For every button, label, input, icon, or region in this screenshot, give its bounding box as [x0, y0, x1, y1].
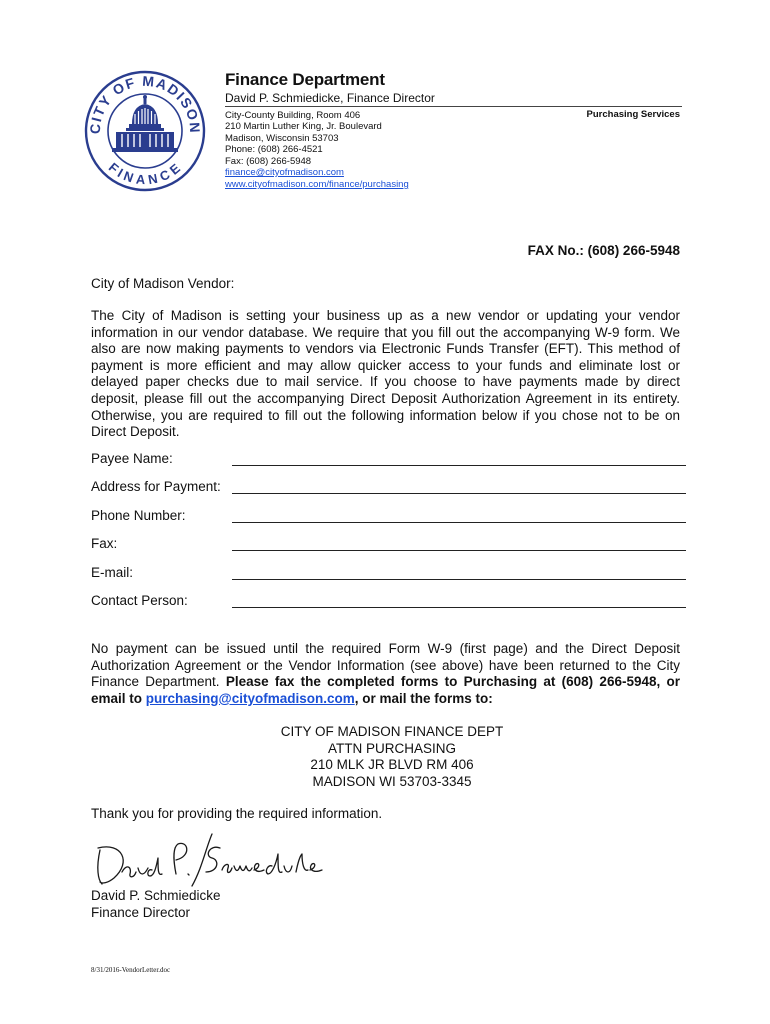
- closing-line: Thank you for providing the required information.: [91, 806, 383, 821]
- director-line: David P. Schmiedicke, Finance Director: [225, 91, 435, 105]
- city-seal-logo: [84, 70, 206, 192]
- submission-notice: [91, 641, 680, 707]
- payment-address-field[interactable]: [232, 493, 686, 494]
- email-label: E-mail:: [91, 565, 134, 580]
- contact-person-field[interactable]: [232, 607, 686, 608]
- notice-instructions: Please fax the completed forms to Purchasing at (608) 266-5948, or email to: [91, 674, 680, 706]
- signer-name: David P. Schmiedicke: [91, 888, 221, 903]
- intro-paragraph: The City of Madison is setting your business up as a new vendor or updating your vendor information in our vendor database. We require that you fill out the accompanying W-9 form. We also are now making payments to vendors via Electronic Funds Transfer (EFT). This method of payment is more efficient and may allow quicker access to your funds and eliminate lost or delayed paper checks due to mail service. If you choose to have payments made by direct deposit, please fill out the accompanying Direct Deposit Authorization Agreement in its entirety. Otherwise, you are required to fill out the following information below if you chose not to be on Direct Deposit.: [91, 308, 680, 440]
- payment-address-label: Address for Payment:: [91, 479, 221, 494]
- header-divider: [225, 106, 682, 107]
- phone-number-field[interactable]: [232, 522, 686, 523]
- division-label: Purchasing Services: [586, 109, 680, 120]
- address-line: City-County Building, Room 406: [225, 110, 361, 121]
- address-line: 210 Martin Luther King, Jr. Boulevard: [225, 121, 382, 132]
- finance-email-link[interactable]: finance@cityofmadison.com: [225, 167, 344, 178]
- mailing-address-line: 210 MLK JR BLVD RM 406: [310, 757, 474, 773]
- salutation: City of Madison Vendor:: [91, 276, 235, 291]
- notice-text: No payment can be issued until the required Form W-9 (first page) and the Direct Deposit Authorization Agreement or the Vendor Information (see above) have been returned to the City Finance Department.: [91, 641, 680, 690]
- mailing-address-line: MADISON WI 53703-3345: [312, 773, 472, 789]
- fax-label: Fax:: [91, 536, 118, 551]
- notice-instructions-tail: , or mail the forms to:: [354, 690, 493, 706]
- payee-name-field[interactable]: [232, 465, 686, 466]
- email-field[interactable]: [232, 579, 686, 580]
- contact-person-label: Contact Person:: [91, 593, 188, 608]
- fax-number-heading: FAX No.: (608) 266-5948: [527, 243, 680, 258]
- address-line: Madison, Wisconsin 53703: [225, 133, 339, 144]
- phone-line: Phone: (608) 266-4521: [225, 144, 323, 155]
- mailing-address: [0, 724, 770, 790]
- mailing-address-line: ATTN PURCHASING: [327, 740, 456, 756]
- fax-field[interactable]: [232, 550, 686, 551]
- fax-line: Fax: (608) 266-5948: [225, 156, 312, 167]
- footer-filename: 8/31/2016-VendorLetter.doc: [91, 966, 171, 974]
- mailing-address-line: CITY OF MADISON FINANCE DEPT: [280, 724, 504, 739]
- purchasing-website-link[interactable]: www.cityofmadison.com/finance/purchasing: [225, 179, 409, 190]
- svg-text:CITY OF MADISON: CITY OF MADISON: [86, 72, 204, 135]
- department-title: Finance Department: [225, 70, 385, 89]
- payee-name-label: Payee Name:: [91, 451, 173, 466]
- signer-title: Finance Director: [91, 905, 191, 920]
- svg-text:FINANCE: FINANCE: [106, 159, 184, 187]
- phone-number-label: Phone Number:: [91, 508, 186, 523]
- handwritten-signature: [92, 828, 332, 888]
- purchasing-email-link[interactable]: purchasing@cityofmadison.com: [145, 690, 355, 706]
